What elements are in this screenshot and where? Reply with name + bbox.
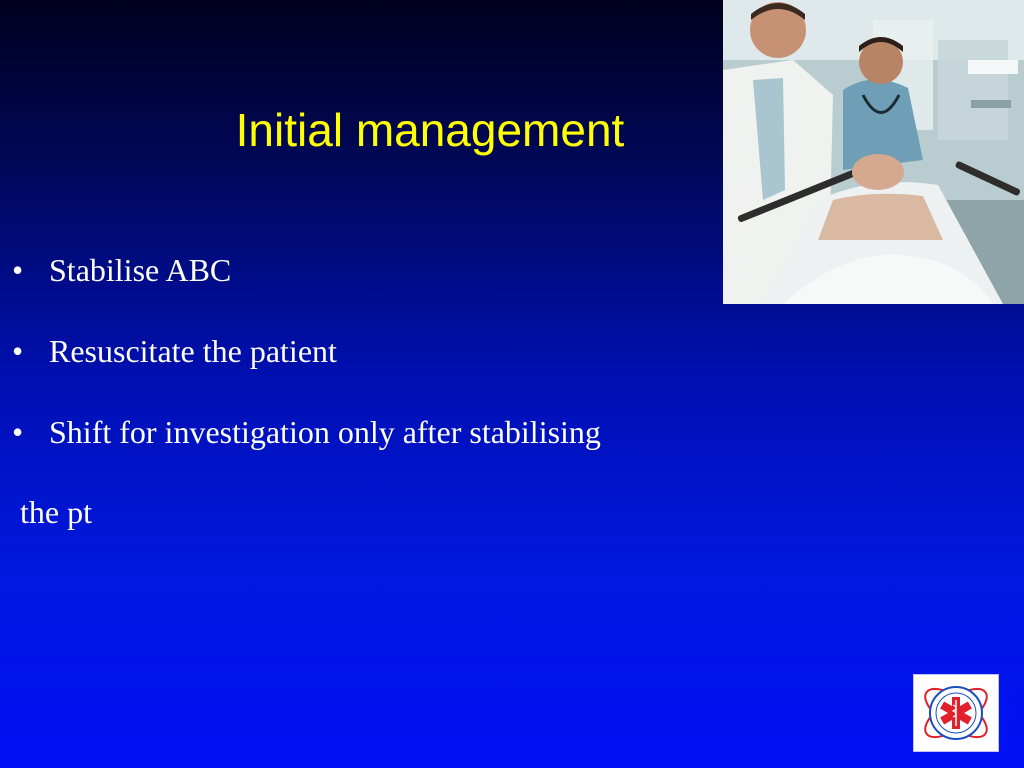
star-of-life-emblem (914, 675, 998, 751)
bullet-text: Resuscitate the patient (49, 333, 337, 369)
bullet-text: Shift for investigation only after stabilising (49, 414, 601, 450)
bullet-text: Stabilise ABC (49, 252, 232, 288)
bullet-marker: • (12, 333, 24, 369)
slide-title: Initial management (235, 104, 625, 156)
bullet-marker: • (12, 414, 24, 450)
bullet-marker: • (12, 252, 24, 288)
emergency-stretcher-photo (723, 0, 1024, 304)
bullet-continuation: the pt (20, 494, 92, 530)
